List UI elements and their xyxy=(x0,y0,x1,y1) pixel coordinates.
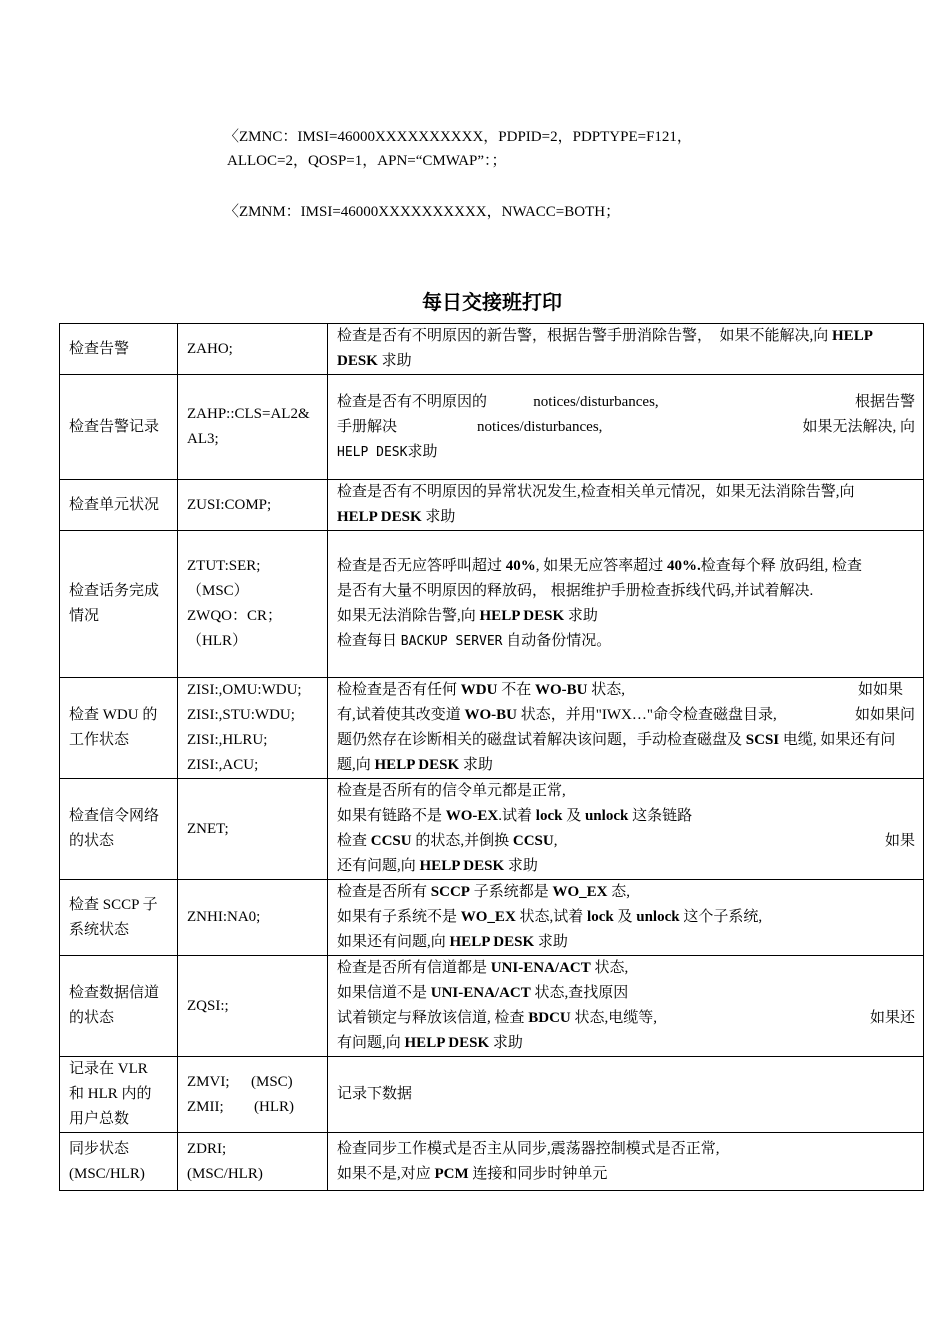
command-text: ZQSI:; xyxy=(187,997,229,1014)
description-line xyxy=(337,390,915,415)
text: 自动备份情况。 xyxy=(502,633,612,649)
table-row xyxy=(60,480,924,531)
description-cell xyxy=(328,678,924,779)
text: 检查是否有不明原因的 xyxy=(337,393,488,410)
description-line: 是否有大量不明原因的释放码， 根据维护手册检查拆线代码,并试着解决. xyxy=(337,583,814,599)
command-text: (MSC/HLR) xyxy=(187,1165,263,1182)
text: 如果无法解决, 向 xyxy=(802,418,915,435)
description-line xyxy=(337,1006,915,1031)
text: 状态,查找原因 xyxy=(530,985,629,1001)
bold-text: UNI-ENA/ACT xyxy=(430,985,531,1001)
table-row xyxy=(60,531,924,678)
text: .试着 xyxy=(498,808,536,824)
command-text: ZUSI:COMP; xyxy=(187,496,272,513)
check-item-text: 的状态 xyxy=(69,833,115,849)
description-line xyxy=(337,629,915,654)
command-cell xyxy=(178,1057,328,1133)
text: , 如果无应答率超过 xyxy=(535,558,668,574)
description-line xyxy=(337,854,915,879)
check-item-cell xyxy=(60,678,178,779)
command-text: ZAHP::CLS=AL2& xyxy=(187,406,310,422)
bold-text: SCCP xyxy=(430,884,470,900)
table-row xyxy=(60,324,924,375)
description-line xyxy=(337,1031,915,1056)
text: 题,向 xyxy=(337,757,375,773)
description-line xyxy=(337,956,915,981)
text: 根据告警 xyxy=(854,393,915,410)
description-line xyxy=(337,1162,915,1187)
check-item-text: 检查单元状况 xyxy=(69,496,160,513)
text: 有问题,向 xyxy=(337,1035,405,1051)
description-cell xyxy=(328,480,924,531)
command-cell xyxy=(178,324,328,375)
check-item-cell xyxy=(60,480,178,531)
text: 求助 xyxy=(459,757,493,773)
text-group xyxy=(337,1006,657,1031)
check-item-text: 检查 WDU 的 xyxy=(69,707,158,723)
bold-text: WDU xyxy=(460,682,498,698)
check-item-text: 检查 SCCP 子 xyxy=(69,896,158,913)
check-item-cell xyxy=(60,880,178,956)
description-line xyxy=(337,604,915,629)
command-line: 〈ZMNC：IMSI=46000XXXXXXXXXX，PDPID=2，PDPTYPE=F121， xyxy=(224,129,692,145)
text: 还有问题,向 xyxy=(337,858,420,874)
description-cell xyxy=(328,880,924,956)
text: 的状态,并倒换 xyxy=(411,833,513,849)
description-line: 记录下数据 xyxy=(337,1086,413,1102)
text: 检查是否所有信道都是 xyxy=(337,960,491,976)
description-line xyxy=(337,349,915,374)
check-item-cell xyxy=(60,531,178,678)
text: 态, xyxy=(607,884,630,900)
bold-text: WO_EX xyxy=(552,884,608,900)
description-line xyxy=(337,554,915,579)
command-block-zmnc xyxy=(224,125,692,173)
description-cell xyxy=(328,531,924,678)
text: 试着锁定与释放该信道, 检查 xyxy=(337,1010,529,1026)
text: 检查是否有不明原因的新告警，根据告警手册消除告警， 如果不能解决,向 xyxy=(337,328,833,344)
description-line xyxy=(337,829,915,854)
description-line xyxy=(337,905,915,930)
bold-text: WO_EX xyxy=(460,909,516,925)
description-cell xyxy=(328,779,924,880)
text: 连接和同步时钟单元 xyxy=(468,1165,608,1182)
page-title: 每日交接班打印 xyxy=(422,290,562,314)
command-line xyxy=(187,1095,319,1120)
description-line xyxy=(337,981,915,1006)
description-line: 检查是否所有的信令单元都是正常, xyxy=(337,783,566,799)
command-text: (MSC) xyxy=(251,1073,293,1090)
check-item-text: 系统状态 xyxy=(69,921,130,938)
check-item-cell xyxy=(60,1133,178,1191)
command-text: ZISI:,HLRU; xyxy=(187,732,268,748)
check-item-cell xyxy=(60,956,178,1057)
command-text: AL3; xyxy=(187,431,219,447)
text: 这个子系统, xyxy=(679,909,763,925)
description-line xyxy=(337,415,915,440)
check-item-text: 检查告警 xyxy=(69,340,130,357)
description-line xyxy=(337,753,915,778)
command-text: ZAHO; xyxy=(187,340,233,357)
check-item-text: 记录在 VLR xyxy=(69,1061,148,1077)
description-line xyxy=(337,678,915,703)
text: notices/disturbances, xyxy=(533,393,659,410)
bold-text: 40%. xyxy=(667,558,701,574)
bold-text: SCSI xyxy=(745,732,780,748)
table-row xyxy=(60,956,924,1057)
bold-text: UNI-ENA/ACT xyxy=(490,960,591,976)
check-item-cell xyxy=(60,1057,178,1133)
text: 状态,电缆等, xyxy=(570,1010,658,1026)
text: 不在 xyxy=(497,682,535,698)
text: 如果有链路不是 xyxy=(337,808,446,824)
mono-text: HELP DESK xyxy=(337,444,408,460)
check-item-cell xyxy=(60,779,178,880)
description-line xyxy=(337,324,915,349)
description-line xyxy=(337,880,915,905)
table-row xyxy=(60,375,924,480)
checklist-table xyxy=(59,323,924,1191)
description-cell xyxy=(328,375,924,480)
command-text: (HLR) xyxy=(254,1098,294,1115)
description-line xyxy=(337,703,915,728)
bold-text: BDCU xyxy=(528,1010,571,1026)
command-cell xyxy=(178,1133,328,1191)
command-cell xyxy=(178,779,328,880)
bold-text: 40% xyxy=(505,558,536,574)
text: 手册解决 xyxy=(337,418,398,435)
description-line xyxy=(337,440,915,465)
command-text: （MSC） xyxy=(187,583,249,599)
text-group xyxy=(337,829,557,854)
command-text: ZNHI:NA0; xyxy=(187,909,261,925)
check-item-text: 的状态 xyxy=(69,1010,115,1026)
text: 子系统都是 xyxy=(469,884,553,900)
text: 及 xyxy=(613,909,637,925)
command-cell xyxy=(178,678,328,779)
bold-text: DESK xyxy=(337,353,378,369)
bold-text: unlock xyxy=(636,909,680,925)
text: 状态，并用"IWX…"命令检查磁盘目录, xyxy=(517,707,777,723)
description-line xyxy=(337,930,915,955)
text: 及 xyxy=(562,808,585,824)
table-row xyxy=(60,1057,924,1133)
command-cell xyxy=(178,531,328,678)
bold-text: lock xyxy=(587,909,614,925)
text: , xyxy=(553,833,558,849)
bold-text: WO-EX xyxy=(445,808,499,824)
bold-text: HELP DESK xyxy=(374,757,460,773)
text: 如果还有问题,向 xyxy=(337,934,450,950)
command-text: （HLR） xyxy=(187,633,248,649)
description-cell xyxy=(328,956,924,1057)
text: notices/disturbances, xyxy=(477,418,603,435)
text: 检查每个释 放码组, 检查 xyxy=(700,558,863,574)
text-group xyxy=(337,703,777,728)
bold-text: HELP DESK xyxy=(479,608,565,624)
text: 这条链路 xyxy=(628,808,693,824)
text: 如果有子系统不是 xyxy=(337,909,461,925)
text: 求助 xyxy=(421,509,456,525)
bold-text: HELP DESK xyxy=(449,934,535,950)
text: 求助 xyxy=(407,443,438,460)
table-row xyxy=(60,880,924,956)
text-group xyxy=(337,678,625,703)
description-line xyxy=(337,804,915,829)
text: 有,试着使其改变道 xyxy=(337,707,465,723)
command-cell xyxy=(178,956,328,1057)
bold-text: CCSU xyxy=(512,833,554,849)
command-line: ALLOC=2，QOSP=1，APN=“CMWAP”：； xyxy=(227,153,507,169)
bold-text: WO-BU xyxy=(534,682,588,698)
command-block-zmnm xyxy=(224,200,620,224)
command-text: ZDRI; xyxy=(187,1140,227,1157)
text: 状态, xyxy=(590,960,629,976)
bold-text: HELP DESK xyxy=(404,1035,490,1051)
text: 电缆, 如果还有问 xyxy=(779,732,896,748)
description-line: 检查是否有不明原因的异常状况发生,检查相关单元情况，如果无法消除告警,向 xyxy=(337,484,855,500)
table-row xyxy=(60,779,924,880)
command-text: ZTUT:SER; xyxy=(187,558,261,574)
text: 检查是否无应答呼叫超过 xyxy=(337,558,506,574)
text: 求助 xyxy=(564,608,598,624)
text: 检查是否所有 xyxy=(337,884,431,900)
command-text: ZMII; xyxy=(187,1098,224,1115)
command-cell xyxy=(178,375,328,480)
text: 求助 xyxy=(377,353,412,369)
text: 如果不是,对应 xyxy=(337,1165,435,1182)
text: 如果无法消除告警,向 xyxy=(337,608,480,624)
check-item-text: 工作状态 xyxy=(69,732,130,748)
text: 如果信道不是 xyxy=(337,985,431,1001)
text: 如果 xyxy=(884,833,915,849)
command-text: ZNET; xyxy=(187,820,229,837)
command-line xyxy=(187,1070,319,1095)
text: 如如果 xyxy=(857,682,903,698)
bold-text: unlock xyxy=(584,808,629,824)
text: 求助 xyxy=(504,858,538,874)
check-item-text: 同步状态 xyxy=(69,1140,130,1157)
description-line xyxy=(337,505,915,530)
command-text: ZISI:,ACU; xyxy=(187,757,259,773)
command-line: 〈ZMNM：IMSI=46000XXXXXXXXXX，NWACC=BOTH； xyxy=(224,204,621,220)
bold-text: lock xyxy=(535,808,563,824)
check-item-text: 用户总数 xyxy=(69,1111,130,1127)
table-row xyxy=(60,678,924,779)
text: 如果还 xyxy=(869,1010,915,1026)
check-item-text: 和 HLR 内的 xyxy=(69,1086,152,1102)
bold-text: HELP DESK xyxy=(337,509,422,525)
command-text: ZMVI; xyxy=(187,1073,230,1090)
check-item-text: 检查告警记录 xyxy=(69,418,160,435)
command-cell xyxy=(178,480,328,531)
text: 检查每日 xyxy=(337,633,398,649)
bold-text: HELP xyxy=(832,328,873,344)
description-cell xyxy=(328,1133,924,1191)
text: 状态, xyxy=(587,682,625,698)
description-line: 检查同步工作模式是否主从同步,震荡器控制模式是否正常, xyxy=(337,1140,720,1157)
text: 求助 xyxy=(534,934,568,950)
check-item-text: 情况 xyxy=(69,608,100,624)
check-item-cell xyxy=(60,375,178,480)
text: 题仍然存在诊断相关的磁盘试着解决该问题，手动检查磁盘及 xyxy=(337,732,746,748)
bold-text: PCM xyxy=(434,1165,469,1182)
text: 求助 xyxy=(489,1035,523,1051)
bold-text: HELP DESK xyxy=(419,858,505,874)
check-item-text: 检查数据信道 xyxy=(69,985,160,1001)
check-item-text: 检查话务完成 xyxy=(69,583,160,599)
text: 如如果问 xyxy=(854,707,915,723)
bold-text: WO-BU xyxy=(464,707,518,723)
check-item-cell xyxy=(60,324,178,375)
description-cell xyxy=(328,324,924,375)
text: 检查 xyxy=(337,833,371,849)
text: 状态,试着 xyxy=(515,909,588,925)
bold-text: CCSU xyxy=(370,833,412,849)
description-line xyxy=(337,728,915,753)
mono-text: BACKUP SERVER xyxy=(400,634,503,649)
table-row xyxy=(60,1133,924,1191)
command-text: ZISI:,OMU:WDU; xyxy=(187,682,302,698)
check-item-text: 检查信令网络 xyxy=(69,808,160,824)
command-text: ZWQO：CR； xyxy=(187,608,282,624)
command-cell xyxy=(178,880,328,956)
text: 检检查是否有任何 xyxy=(337,682,461,698)
description-cell xyxy=(328,1057,924,1133)
check-item-text: (MSC/HLR) xyxy=(69,1165,145,1182)
command-text: ZISI:,STU:WDU; xyxy=(187,707,295,723)
